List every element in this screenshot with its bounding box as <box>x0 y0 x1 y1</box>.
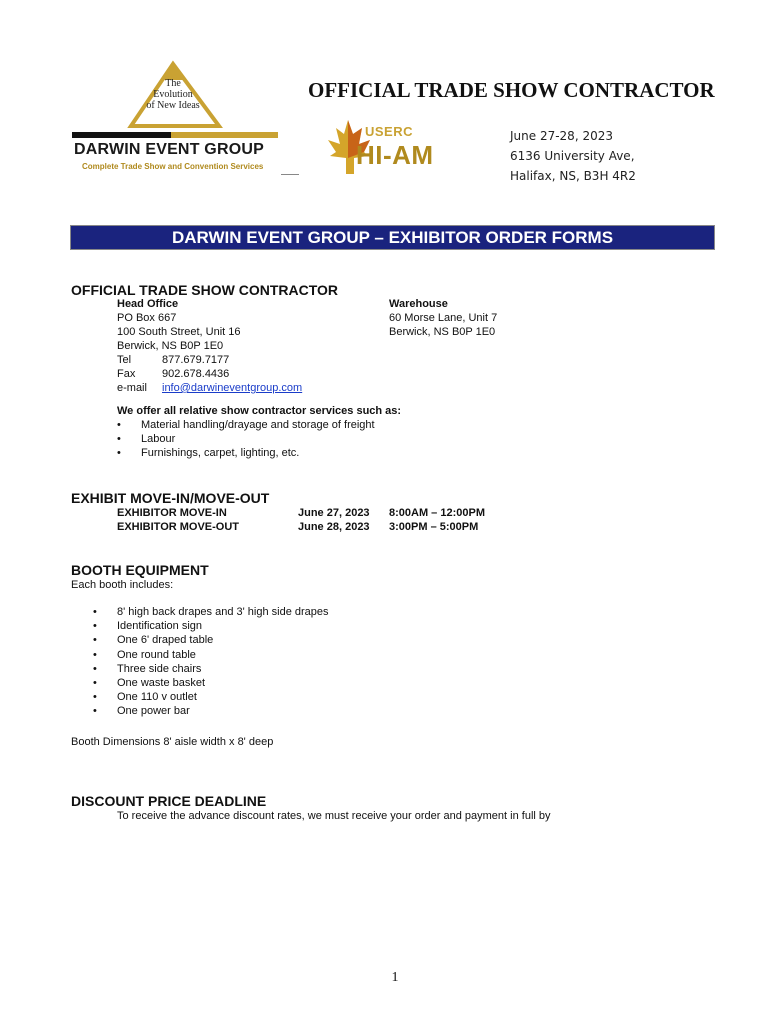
list-item: • Identification sign <box>93 619 493 633</box>
list-item: • Three side chairs <box>93 662 493 676</box>
booth-dimensions: Booth Dimensions 8' aisle width x 8' deep <box>71 736 274 748</box>
move-table <box>117 506 517 534</box>
event-logo-main-text: HI-AM <box>356 140 434 170</box>
table-row <box>117 520 517 534</box>
tel-value: 877.679.7177 <box>162 354 230 366</box>
fax-label: Fax <box>117 368 136 380</box>
discount-text: To receive the advance discount rates, we must receive your order and payment in full by <box>117 810 551 822</box>
warehouse-block <box>389 297 589 339</box>
list-item: • Furnishings, carpet, lighting, etc. <box>117 446 517 460</box>
event-logo-top-text: USERC <box>365 124 414 139</box>
event-city: Halifax, NS, B3H 4R2 <box>510 169 636 183</box>
event-address: 6136 University Ave, <box>510 149 635 163</box>
list-item: • Material handling/drayage and storage of freight <box>117 418 517 432</box>
email-row <box>117 381 377 395</box>
list-item: • One round table <box>93 648 493 662</box>
tagline-line-1: The <box>165 78 181 89</box>
tagline-line-2: Evolution <box>153 89 193 100</box>
fax-value: 902.678.4436 <box>162 368 230 380</box>
list-item: • One waste basket <box>93 676 493 690</box>
darwin-logo-subtitle: Complete Trade Show and Convention Services <box>82 162 264 171</box>
head-office-line: Berwick, NS B0P 1E0 <box>117 340 224 352</box>
booth-items <box>93 605 493 719</box>
move-date: June 28, 2023 <box>298 521 370 533</box>
darwin-logo-bar <box>72 132 278 138</box>
move-label: EXHIBITOR MOVE-OUT <box>117 521 240 533</box>
tagline-line-3: of New Ideas <box>146 100 200 111</box>
email-label: e-mail <box>117 382 147 394</box>
darwin-logo-tagline <box>118 78 228 111</box>
event-info <box>510 126 636 186</box>
head-office-block <box>117 297 377 395</box>
darwin-logo-name: DARWIN EVENT GROUP <box>74 141 264 158</box>
move-label: EXHIBITOR MOVE-IN <box>117 507 227 519</box>
table-row <box>117 506 517 520</box>
head-office-line: PO Box 667 <box>117 312 177 324</box>
services-list <box>117 418 517 461</box>
event-dates: June 27-28, 2023 <box>510 129 613 143</box>
booth-intro: Each booth includes: <box>71 579 174 591</box>
head-office-label: Head Office <box>117 298 179 310</box>
services-intro: We offer all relative show contractor services such as: <box>117 405 402 417</box>
tel-row <box>117 353 377 367</box>
email-link[interactable]: info@darwineventgroup.com <box>162 382 303 394</box>
fax-row <box>117 367 377 381</box>
page-number: 1 <box>391 970 399 985</box>
warehouse-line: 60 Morse Lane, Unit 7 <box>389 312 498 324</box>
discount-heading: DISCOUNT PRICE DEADLINE <box>71 793 267 809</box>
page-title: OFFICIAL TRADE SHOW CONTRACTOR <box>308 78 715 102</box>
warehouse-label: Warehouse <box>389 298 448 310</box>
list-item: • One power bar <box>93 704 493 718</box>
list-item: • One 6' draped table <box>93 633 493 647</box>
booth-heading: BOOTH EQUIPMENT <box>71 562 209 578</box>
tel-label: Tel <box>117 354 132 366</box>
move-date: June 27, 2023 <box>298 507 370 519</box>
move-heading: EXHIBIT MOVE-IN/MOVE-OUT <box>71 490 270 506</box>
warehouse-line: Berwick, NS B0P 1E0 <box>389 326 496 338</box>
head-office-line: 100 South Street, Unit 16 <box>117 326 241 338</box>
divider <box>281 174 299 175</box>
list-item: • Labour <box>117 432 517 446</box>
form-banner: DARWIN EVENT GROUP – EXHIBITOR ORDER FORMS <box>70 225 715 250</box>
contractor-heading: OFFICIAL TRADE SHOW CONTRACTOR <box>71 282 339 298</box>
list-item: • 8' high back drapes and 3' high side drapes <box>93 605 493 619</box>
move-time: 8:00AM – 12:00PM <box>389 507 485 519</box>
list-item: • One 110 v outlet <box>93 690 493 704</box>
move-time: 3:00PM – 5:00PM <box>389 521 479 533</box>
